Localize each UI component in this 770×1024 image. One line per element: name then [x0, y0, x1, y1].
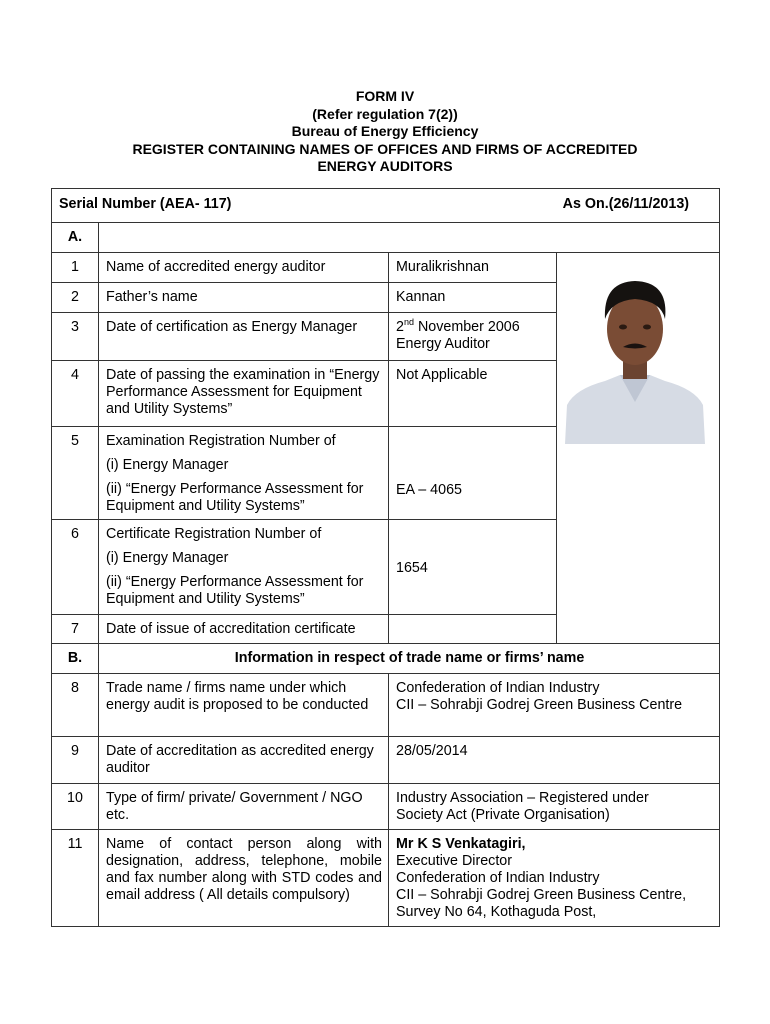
- row-number: 8: [52, 674, 99, 737]
- contact-name: Mr K S Venkatagiri,: [396, 836, 526, 852]
- table-row: [52, 674, 720, 737]
- form-header: [0, 88, 770, 176]
- auditor-register-table: [51, 188, 720, 927]
- row-label: Father’s name: [99, 283, 389, 313]
- cert-type: Energy Auditor: [396, 336, 490, 352]
- contact-address-line: Survey No 64, Kothaguda Post,: [396, 904, 597, 920]
- certification-date: [389, 313, 557, 361]
- row-number: 11: [52, 830, 99, 927]
- trade-name-line: Confederation of Indian Industry: [396, 680, 600, 696]
- exam-date: Not Applicable: [389, 361, 557, 427]
- exam-registration-number: EA – 4065: [389, 427, 557, 520]
- section-a-row: [52, 223, 720, 253]
- row-sublabel: (i) Energy Manager: [106, 457, 229, 473]
- cert-day: 2: [396, 319, 404, 335]
- as-on-date: As On.(26/11/2013): [562, 196, 690, 212]
- row-label: Date of passing the examination in “Energy Performance Assessment for Equipment and Utility Systems”: [99, 361, 389, 427]
- row-label-main: Examination Registration Number of: [106, 433, 336, 449]
- row-label-main: Certificate Registration Number of: [106, 526, 322, 542]
- cert-day-suffix: nd: [403, 317, 414, 328]
- firm-type: Industry Association – Registered under Society Act (Private Organisation): [389, 784, 720, 830]
- row-number: 9: [52, 737, 99, 784]
- row-number: 4: [52, 361, 99, 427]
- row-number: 2: [52, 283, 99, 313]
- row-label: Date of certification as Energy Manager: [99, 313, 389, 361]
- certificate-registration-number: 1654: [389, 520, 557, 615]
- row-label: [99, 520, 389, 615]
- trade-name: [389, 674, 720, 737]
- row-label: Date of issue of accreditation certificate: [99, 615, 389, 644]
- row-label: Date of accreditation as accredited energy auditor: [99, 737, 389, 784]
- cert-month-year: November 2006: [413, 319, 520, 335]
- contact-designation: Executive Director: [396, 853, 513, 869]
- bureau-name: Bureau of Energy Efficiency: [291, 123, 479, 139]
- section-b-label: B.: [52, 644, 99, 674]
- row-number: 5: [52, 427, 99, 520]
- regulation-ref: (Refer regulation 7(2)): [312, 105, 458, 122]
- row-label: Name of contact person along with designation, address, telephone, mobile and fax number along with STD codes and email address ( All details compulsory): [99, 830, 389, 927]
- father-name: Kannan: [389, 283, 557, 313]
- auditor-name: Muralikrishnan: [389, 253, 557, 283]
- register-title-cont: ENERGY AUDITORS: [317, 158, 453, 174]
- contact-address-line: CII – Sohrabji Godrej Green Business Centre,: [396, 887, 687, 903]
- row-label: Trade name / firms name under which energy audit is proposed to be conducted: [99, 674, 389, 737]
- row-number: 10: [52, 784, 99, 830]
- serial-number: Serial Number (AEA- 117): [59, 196, 232, 212]
- section-b-title: Information in respect of trade name or firms’ name: [99, 644, 720, 674]
- row-number: 6: [52, 520, 99, 615]
- table-row: [52, 253, 720, 283]
- table-row: [52, 737, 720, 784]
- row-label: Type of firm/ private/ Government / NGO etc.: [99, 784, 389, 830]
- row-number: 1: [52, 253, 99, 283]
- row-label: Name of accredited energy auditor: [99, 253, 389, 283]
- register-title: REGISTER CONTAINING NAMES OF OFFICES AND FIRMS OF ACCREDITED: [132, 140, 638, 157]
- row-sublabel: (i) Energy Manager: [106, 550, 229, 566]
- auditor-photo-cell: [557, 253, 720, 644]
- row-number: 7: [52, 615, 99, 644]
- row-sublabel: (ii) “Energy Performance Assessment for Equipment and Utility Systems”: [106, 574, 364, 607]
- table-row: [52, 784, 720, 830]
- auditor-photo: [565, 277, 705, 444]
- row-label: [99, 427, 389, 520]
- trade-name-line: CII – Sohrabji Godrej Green Business Centre: [396, 697, 683, 713]
- table-row: [52, 830, 720, 927]
- serial-row: [52, 189, 720, 223]
- row-sublabel: (ii) “Energy Performance Assessment for Equipment and Utility Systems”: [106, 481, 364, 514]
- row-number: 3: [52, 313, 99, 361]
- accreditation-date: 28/05/2014: [389, 737, 720, 784]
- form-number: FORM IV: [355, 88, 415, 104]
- accreditation-issue-date: [389, 615, 557, 644]
- section-a-label: A.: [52, 223, 99, 253]
- contact-person: [389, 830, 720, 927]
- contact-organisation: Confederation of Indian Industry: [396, 870, 600, 886]
- section-b-row: [52, 644, 720, 674]
